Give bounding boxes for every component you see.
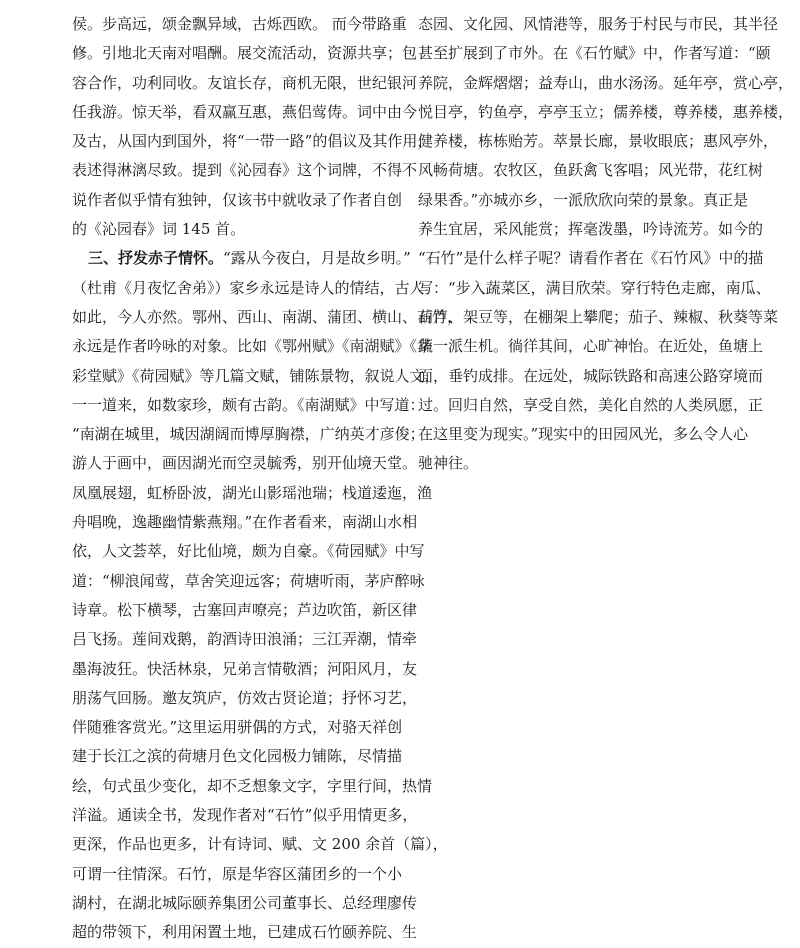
text-line: 及古，从国内到国外，将“一带一路”的倡议及其作用， bbox=[72, 132, 433, 151]
text-line: “石竹”是什么样子呢？请看作者在《石竹风》中的描 bbox=[418, 249, 764, 268]
text-line: 如此，今人亦然。鄂州、西山、南湖、蒲团、横山、石竹， bbox=[72, 307, 463, 326]
text-line: 道：“柳浪闻莺，草舍笑迎远客；荷塘听雨，茅庐醉咏 bbox=[72, 571, 425, 590]
text-line bbox=[72, 244, 411, 273]
text-line: 吕飞扬。莲间戏鹅，韵酒诗田浪涌；三江弄潮，情牵 bbox=[72, 630, 418, 649]
text-line: 一一道来，如数家珍，颇有古韵。《南湖赋》中写道： bbox=[72, 395, 425, 414]
text-line: （杜甫《月夜忆舍弟》）家乡永远是诗人的情结，古人 bbox=[72, 278, 425, 297]
text-line: 湖村，在湖北城际颐养集团公司董事长、总经理廖传 bbox=[72, 893, 418, 912]
text-line: 容合作，功利同收。友谊长存，商机无限，世纪银河 bbox=[72, 73, 418, 92]
text-line: 永远是作者吟咏的对象。比如《鄂州赋》《南湖赋》《华 bbox=[72, 337, 433, 356]
text-line: 凤凰展翅，虹桥卧波，湖光山影瑶池瑞；栈道逶迤，渔 bbox=[72, 483, 433, 502]
text-line: 表述得淋漓尽致。提到《沁园春》这个词牌，不得不 bbox=[72, 161, 418, 180]
text-line: 更深，作品也更多，计有诗词、赋、文 200 余首（篇）， bbox=[72, 835, 448, 854]
text-line: 面，垂钓成排。在远处，城际铁路和高速公路穿境而 bbox=[418, 366, 764, 385]
text-line: 的《沁园春》词 145 首。 bbox=[72, 220, 246, 239]
text-line: 任我游。惊天举，看双赢互惠，燕侣莺俦。词中由今 bbox=[72, 102, 418, 121]
text-line: 在这里变为现实。”现实中的田园风光，多么令人心 bbox=[418, 425, 749, 444]
text-line: 驰神往。 bbox=[418, 454, 479, 473]
text-line: 养生宜居，采风能赏；挥毫泼墨，吟诗流芳。如今的 bbox=[418, 220, 764, 239]
text-line: 绘，句式虽少变化，却不乏想象文字，字里行间，热情 bbox=[72, 776, 433, 795]
text-line: 游人于画中，画因湖光而空灵毓秀，别开仙境天堂。 bbox=[72, 454, 418, 473]
text-line: 风畅荷塘。农牧区，鱼跃禽飞客唱；风光带，花红树 bbox=[418, 161, 764, 180]
right-column bbox=[418, 10, 794, 479]
text-line: 可谓一往情深。石竹，原是华容区蒲团乡的一个小 bbox=[72, 864, 403, 883]
text-line: 舟唱晚，逸趣幽情紫燕翔。”在作者看来，南湖山水相 bbox=[72, 513, 418, 532]
text-line: 修。引地北天南对唱酬。展交流活动，资源共享；包 bbox=[72, 44, 418, 63]
text-line: 养院，金辉熠熠；益寿山，曲水汤汤。延年亭，赏心亭， bbox=[418, 73, 794, 92]
text-line: 超的带领下，利用闲置土地，已建成石竹颐养院、生 bbox=[72, 923, 418, 942]
text-line: 甚至扩展到了市外。在《石竹赋》中，作者写道：“颐 bbox=[418, 44, 771, 63]
text-line: 彩堂赋》《荷园赋》等几篇文赋，铺陈景物，叙说人文， bbox=[72, 366, 440, 385]
text-line: 诗章。松下横琴，古塞回声嘹亮；芦边吹笛，新区律 bbox=[72, 600, 418, 619]
text-line: 建于长江之滨的荷塘月色文化园极力铺陈，尽情描 bbox=[72, 747, 403, 766]
section-heading-text: “露从今夜白，月是故乡明。” bbox=[223, 249, 411, 268]
text-line: 葫芦、架豆等，在棚架上攀爬；茄子、辣椒、秋葵等菜 bbox=[418, 307, 779, 326]
text-line: 依，人文荟萃，好比仙境，颇为自豪。《荷园赋》中写 bbox=[72, 542, 425, 561]
text-line: 悦目亭，钓鱼亭，亭亭玉立；儒养楼，尊养楼，惠养楼， bbox=[418, 102, 794, 121]
text-line: 蔬一派生机。徜徉其间，心旷神怡。在近处，鱼塘上 bbox=[418, 337, 764, 356]
text-line: 朋荡气回肠。邀友筑庐，仿效古贤论道；抒怀习艺， bbox=[72, 688, 418, 707]
text-line: 墨海波狂。快活林泉，兄弟言情敬酒；河阳风月，友 bbox=[72, 659, 418, 678]
text-line: 说作者似乎情有独钟，仅该书中就收录了作者自创 bbox=[72, 190, 403, 209]
section-heading: 三、抒发赤子情怀。 bbox=[88, 249, 224, 268]
text-line: 健养楼，栋栋贻芳。萃景长廊，景收眼底；惠风亭外， bbox=[418, 132, 779, 151]
text-line: 洋溢。通读全书，发现作者对“石竹”似乎用情更多， bbox=[72, 806, 418, 825]
text-line: 态园、文化园、风情港等，服务于村民与市民，其半径 bbox=[418, 15, 779, 33]
text-line: 侯。步高远，颂金飘异域，古烁西欧。 而今带路重 bbox=[72, 15, 407, 33]
text-line: 写：“步入蔬菜区，满目欣荣。穿行特色走廊，南瓜、 bbox=[418, 278, 771, 297]
text-line: 绿果香。”亦城亦乡，一派欣欣向荣的景象。真正是 bbox=[418, 190, 749, 209]
text-line: 过。回归自然，享受自然，美化自然的人类夙愿，正 bbox=[418, 395, 764, 414]
text-line: “南湖在城里，城因湖阔而博厚胸襟，广纳英才彦俊； bbox=[72, 425, 425, 444]
text-line: 伴随雅客赏光。”这里运用骈偶的方式，对骆天祥创 bbox=[72, 718, 403, 737]
